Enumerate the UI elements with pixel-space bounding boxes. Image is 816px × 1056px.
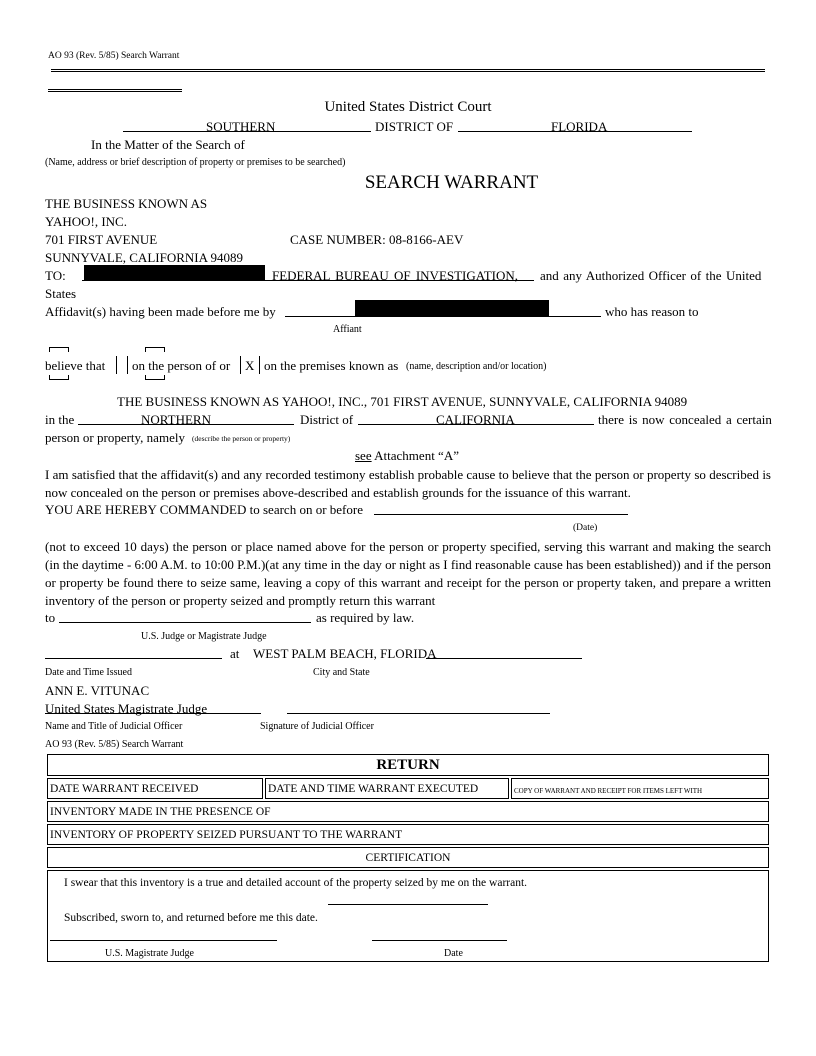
- district-2: NORTHERN: [141, 412, 211, 427]
- affidavit-tail: who has reason to: [605, 304, 699, 319]
- name-title-label: Name and Title of Judicial Officer: [45, 721, 183, 732]
- state: FLORIDA: [551, 119, 608, 134]
- to-rest: and any Authorized Officer of the United: [540, 268, 762, 283]
- person-property-hint: (describe the person or property): [192, 434, 291, 443]
- exceed-paragraph: (not to exceed 10 days) the person or place named above for the person or property specified, serving this warrant and making the search (in the daytime - 6:00 A.M. to 10:00 P.M.)(at any time in the day or night as I find reasonable cause has been established)) and if the person or property be found there to seize same, leaving a copy of this warrant and receipt for the person or property taken, and prepare a written inventory of the person or property seized and promptly return this warrant: [45, 539, 772, 608]
- attachment-label: Attachment “A”: [374, 448, 459, 463]
- date-label: Date: [444, 948, 463, 959]
- redaction: [355, 300, 549, 316]
- header-rule: [51, 69, 765, 72]
- header-rule-short: [48, 89, 182, 92]
- magistrate-label: U.S. Magistrate Judge: [105, 948, 194, 959]
- to-label: TO:: [45, 268, 66, 283]
- date-time-issued: Date and Time Issued: [45, 667, 132, 678]
- matter-hint: (Name, address or brief description of property or premises to be searched): [45, 157, 346, 168]
- in-the: in the: [45, 412, 75, 427]
- state-2: CALIFORNIA: [436, 412, 515, 427]
- signature-label: Signature of Judicial Officer: [260, 721, 374, 732]
- at-word: at: [230, 646, 240, 661]
- court-title: United States District Court: [324, 99, 492, 115]
- certification-box: [47, 870, 769, 962]
- copy-left-cell: COPY OF WARRANT AND RECEIPT FOR ITEMS LEFT WITH: [511, 778, 769, 799]
- to-states: States: [45, 286, 77, 301]
- premises-line-4: SUNNYVALE, CALIFORNIA 94089: [45, 250, 244, 265]
- affiant-label: Affiant: [333, 324, 362, 335]
- as-required: as required by law.: [316, 610, 415, 625]
- premises-line-1: THE BUSINESS KNOWN AS: [45, 196, 208, 211]
- city: WEST PALM BEACH, FLORIDA: [253, 646, 437, 661]
- district-of-2: District of: [300, 412, 354, 427]
- commanded: YOU ARE HEREBY COMMANDED to search on or before: [45, 502, 363, 517]
- return-header: [47, 754, 769, 776]
- premises-line-3: 701 FIRST AVENUE: [45, 232, 158, 247]
- warrant-title: SEARCH WARRANT: [364, 172, 539, 193]
- premises-hint: (name, description and/or location): [406, 361, 547, 372]
- form-id-footer: AO 93 (Rev. 5/85) Search Warrant: [45, 739, 184, 750]
- person-property: person or property, namely: [45, 430, 185, 445]
- city-state: City and State: [313, 667, 370, 678]
- subscribed-text: Subscribed, sworn to, and returned before me this date.: [64, 912, 318, 924]
- see-word: see: [355, 448, 372, 463]
- redaction: [84, 265, 265, 280]
- premises-label: on the premises known as: [264, 358, 399, 373]
- inventory-presence-cell: INVENTORY MADE IN THE PRESENCE OF: [47, 801, 769, 822]
- matter-label: In the Matter of the Search of: [91, 137, 245, 152]
- judge-title: United States Magistrate Judge: [45, 701, 208, 716]
- premises-checkbox[interactable]: X: [245, 358, 255, 373]
- judge-hint: U.S. Judge or Magistrate Judge: [141, 631, 267, 642]
- judge-name: ANN E. VITUNAC: [45, 683, 150, 698]
- satisfied-paragraph: I am satisfied that the affidavit(s) and any recorded testimony establish probable cause to believe that the person or property so described is now concealed on the person or premises above-described and establish grounds for the issuance of this warrant.: [45, 467, 771, 500]
- certification-cell: CERTIFICATION: [47, 847, 769, 868]
- date-received-cell: DATE WARRANT RECEIVED: [47, 778, 263, 799]
- to-word: to: [45, 610, 56, 625]
- date-hint: (Date): [573, 523, 598, 533]
- district-name: SOUTHERN: [206, 119, 276, 134]
- district-of-label: DISTRICT OF: [375, 119, 454, 134]
- date-executed-cell: DATE AND TIME WARRANT EXECUTED: [265, 778, 509, 799]
- person-label: on the person of or: [132, 358, 231, 373]
- case-number: CASE NUMBER: 08-8166-AEV: [290, 232, 464, 247]
- swear-text: I swear that this inventory is a true and detailed account of the property seized by me on the warrant.: [64, 877, 528, 889]
- return-title: RETURN: [376, 757, 440, 773]
- business-line: THE BUSINESS KNOWN AS YAHOO!, INC., 701 FIRST AVENUE, SUNNYVALE, CALIFORNIA 94089: [117, 394, 688, 409]
- premises-line-2: YAHOO!, INC.: [45, 214, 127, 229]
- inventory-seized-cell: INVENTORY OF PROPERTY SEIZED PURSUANT TO THE WARRANT: [47, 824, 769, 845]
- form-id: AO 93 (Rev. 5/85) Search Warrant: [48, 51, 180, 61]
- concealed-text: there is now concealed a certain: [598, 412, 772, 427]
- affidavit-label: Affidavit(s) having been made before me by: [45, 304, 276, 319]
- believe-label: believe that: [45, 358, 106, 373]
- to-agency: FEDERAL BUREAU OF INVESTIGATION,: [272, 268, 519, 283]
